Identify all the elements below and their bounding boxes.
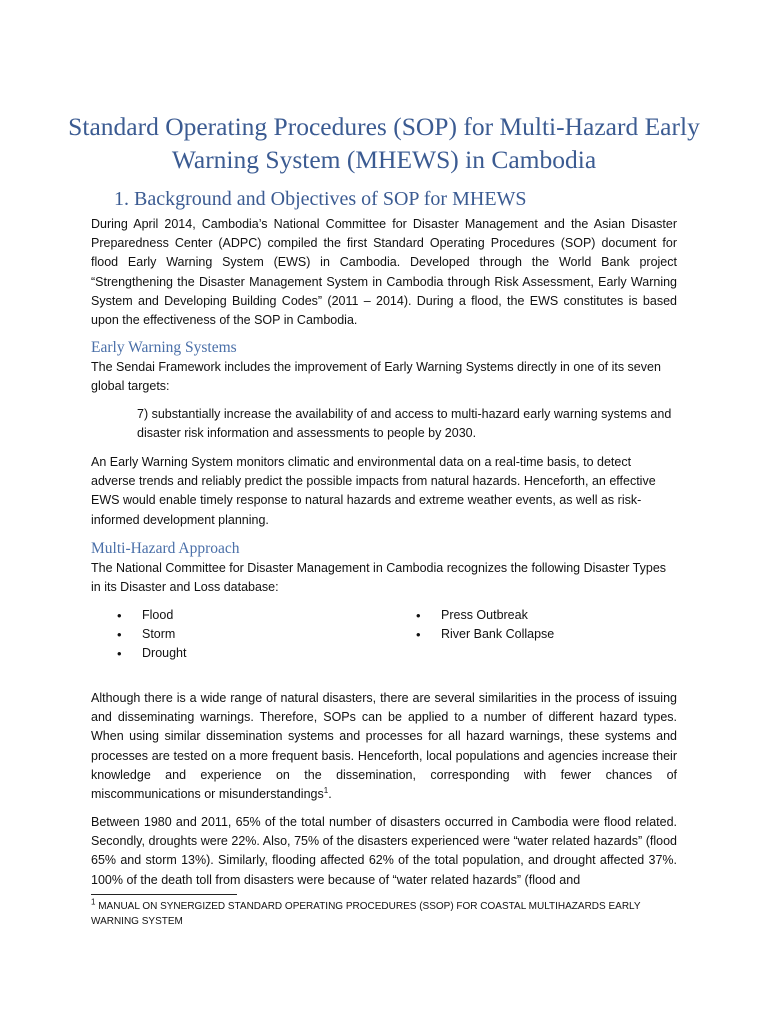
sendai-target-quote: 7) substantially increase the availability of and access to multi-hazard early warning systems and disaster risk information and assessments to people by 2030. xyxy=(137,407,672,441)
footnote-text: MANUAL ON SYNERGIZED STANDARD OPERATING PROCEDURES (SSOP) FOR COASTAL MULTIHAZARDS EARLY WARNING SYSTEM xyxy=(91,901,641,927)
document-title: Standard Operating Procedures (SOP) for Multi-Hazard Early Warning System (MHEWS) in Cambodia xyxy=(68,112,700,174)
statistics-paragraph: Between 1980 and 2011, 65% of the total number of disasters occurred in Cambodia were flood related. Secondly, droughts were 22%. Also, 75% of the disasters experienced were “water related hazards” (flood 65% and storm 13%). Similarly, flooding affected 62% of the total population, and drought affected 37%. 100% of the death toll from disasters were because of “water related hazards” (flood and xyxy=(91,815,677,887)
subheading-multi-hazard-approach: Multi-Hazard Approach xyxy=(91,540,240,557)
disaster-types-list-right xyxy=(416,606,554,644)
disaster-type-item: • Press Outbreak xyxy=(416,606,554,625)
sendai-paragraph: The Sendai Framework includes the improvement of Early Warning Systems directly in one of its seven global targets: xyxy=(91,360,661,394)
disaster-type-item: • Storm xyxy=(117,625,186,644)
subheading-early-warning-systems: Early Warning Systems xyxy=(91,339,237,356)
footnote-divider xyxy=(91,894,237,895)
footnote-number: 1 xyxy=(91,897,96,907)
disaster-type-item: • Drought xyxy=(117,644,186,663)
dissemination-paragraph xyxy=(91,689,677,804)
dissemination-text: Although there is a wide range of natural disasters, there are several similarities in the process of issuing and disseminating warnings. Therefore, SOPs can be applied to a number of different hazard types. When using similar dissemination systems and processes for all hazard warnings, these systems and processes are tested on a more frequent basis. Henceforth, local populations and agencies increase their knowledge and experience on the dissemination, corresponding with fewer chances of miscommunications or misunderstandings xyxy=(91,691,677,802)
background-paragraph: During April 2014, Cambodia’s National Committee for Disaster Management and the Asian Disaster Preparedness Center (ADPC) compiled the first Standard Operating Procedures (SOP) document for flood Early Warning System (EWS) in Cambodia. Developed through the World Bank project “Strengthening the Disaster Management System in Cambodia through Risk Assessment, Early Warning System and Developing Building Codes” (2011 – 2014). During a flood, the EWS constitutes is based upon the effectiveness of the SOP in Cambodia. xyxy=(91,217,677,328)
disaster-type-item: • Flood xyxy=(117,606,186,625)
ews-description-paragraph: An Early Warning System monitors climatic and environmental data on a real-time basis, to detect adverse trends and reliably predict the possible impacts from natural hazards. Henceforth, an effective EWS would enable timely response to natural hazards and extreme weather events, as well as risk-informed development planning. xyxy=(91,455,656,527)
dissemination-period: . xyxy=(328,787,332,802)
section-heading-background: 1. Background and Objectives of SOP for MHEWS xyxy=(114,188,527,210)
footnote xyxy=(91,899,677,929)
disaster-type-item: • River Bank Collapse xyxy=(416,625,554,644)
disaster-types-list-left xyxy=(117,606,186,663)
footnote-reference[interactable]: 1 xyxy=(323,785,329,795)
disaster-types-paragraph: The National Committee for Disaster Management in Cambodia recognizes the following Disaster Types in its Disaster and Loss database: xyxy=(91,561,667,595)
